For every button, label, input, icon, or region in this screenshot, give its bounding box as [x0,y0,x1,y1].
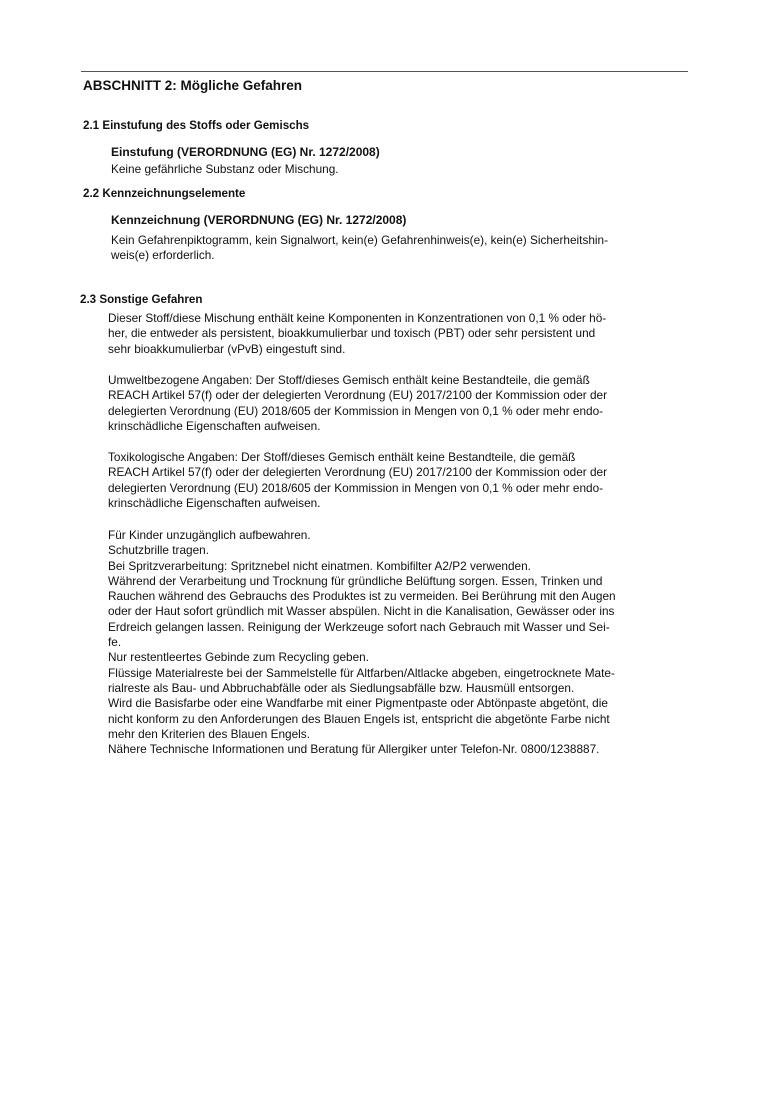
text-line: delegierten Verordnung (EU) 2018/605 der Kommission in Mengen von 0,1 % oder mehr endo- [108,403,604,418]
text-line: krinschädliche Eigenschaften aufweisen. [108,495,321,510]
paragraph-toxicology [108,450,698,511]
text-line: Keine gefährliche Substanz oder Mischung. [111,162,339,176]
text-line: Rauchen während des Gebrauchs des Produktes ist zu vermeiden. Bei Berührung mit den Augen [108,589,616,604]
section-title: ABSCHNITT 2: Mögliche Gefahren [83,78,303,93]
text-line: oder der Haut sofort gründlich mit Wasser abspülen. Nicht in die Kanalisation, Gewässer oder ins [108,604,615,619]
text-line: Wird die Basisfarbe oder eine Wandfarbe mit einer Pigmentpaste oder Abtönpaste abgetönt, die [108,696,608,711]
subheading-labelling: Kennzeichnung (VERORDNUNG (EG) Nr. 1272/2008) [111,213,407,227]
text-line: fe. [108,635,122,650]
text-line: delegierten Verordnung (EU) 2018/605 der Kommission in Mengen von 0,1 % oder mehr endo- [108,480,604,495]
heading-2-3: 2.3 Sonstige Gefahren [80,293,203,306]
text-line: Kein Gefahrenpiktogramm, kein Signalwort, kein(e) Gefahrenhinweis(e), kein(e) Sicherheitshin- [111,233,609,247]
text-line: Umweltbezogene Angaben: Der Stoff/dieses Gemisch enthält keine Bestandteile, die gemäß [108,373,590,387]
text-line: Nähere Technische Informationen und Beratung für Allergiker unter Telefon-Nr. 0800/1238887. [108,742,600,757]
paragraph-labelling [111,233,701,264]
text-line: Toxikologische Angaben: Der Stoff/dieses Gemisch enthält keine Bestandteile, die gemäß [108,450,576,464]
subheading-classification: Einstufung (VERORDNUNG (EG) Nr. 1272/2008) [111,145,380,159]
text-line: Erdreich gelangen lassen. Reinigung der Werkzeuge sofort nach Gebrauch mit Wasser und Sei- [108,619,610,634]
section-divider [81,71,688,72]
text-line: REACH Artikel 57(f) oder der delegierten Verordnung (EU) 2017/2100 der Kommission oder der [108,388,608,403]
paragraph-precautions [108,528,698,757]
text-line: Während der Verarbeitung und Trocknung für gründliche Belüftung sorgen. Essen, Trinken und [108,573,603,588]
heading-2-1: 2.1 Einstufung des Stoffs oder Gemischs [83,119,310,132]
text-line: krinschädliche Eigenschaften aufweisen. [108,418,321,433]
text-line: Bei Spritzverarbeitung: Spritznebel nicht einatmen. Kombifilter A2/P2 verwenden. [108,558,531,573]
heading-2-2: 2.2 Kennzeichnungselemente [83,187,246,200]
text-line: weis(e) erforderlich. [111,248,215,263]
text-line: her, die entweder als persistent, bioakkumulierbar und toxisch (PBT) oder sehr persistent und [108,326,596,341]
text-line: Flüssige Materialreste bei der Sammelstelle für Altfarben/Altlacke abgeben, eingetrocknete Mate- [108,665,615,680]
paragraph-pbt [108,311,698,357]
text-line: Schutzbrille tragen. [108,543,209,558]
text-line: rialreste als Bau- und Abbruchabfälle oder als Siedlungsabfälle bzw. Hausmüll entsorgen. [108,680,575,695]
text-line: sehr bioakkumulierbar (vPvB) eingestuft sind. [108,341,346,356]
text-line: REACH Artikel 57(f) oder der delegierten Verordnung (EU) 2017/2100 der Kommission oder der [108,465,608,480]
paragraph-classification [111,162,701,177]
text-line: Nur restentleertes Gebinde zum Recycling geben. [108,650,369,665]
text-line: Dieser Stoff/diese Mischung enthält keine Komponenten in Konzentrationen von 0,1 % oder hö- [108,311,607,325]
paragraph-environment [108,373,698,434]
text-line: Für Kinder unzugänglich aufbewahren. [108,528,311,542]
text-line: mehr den Kriterien des Blauen Engels. [108,726,310,741]
text-line: nicht konform zu den Anforderungen des Blauen Engels ist, entspricht die abgetönte Farbe nicht [108,711,610,726]
